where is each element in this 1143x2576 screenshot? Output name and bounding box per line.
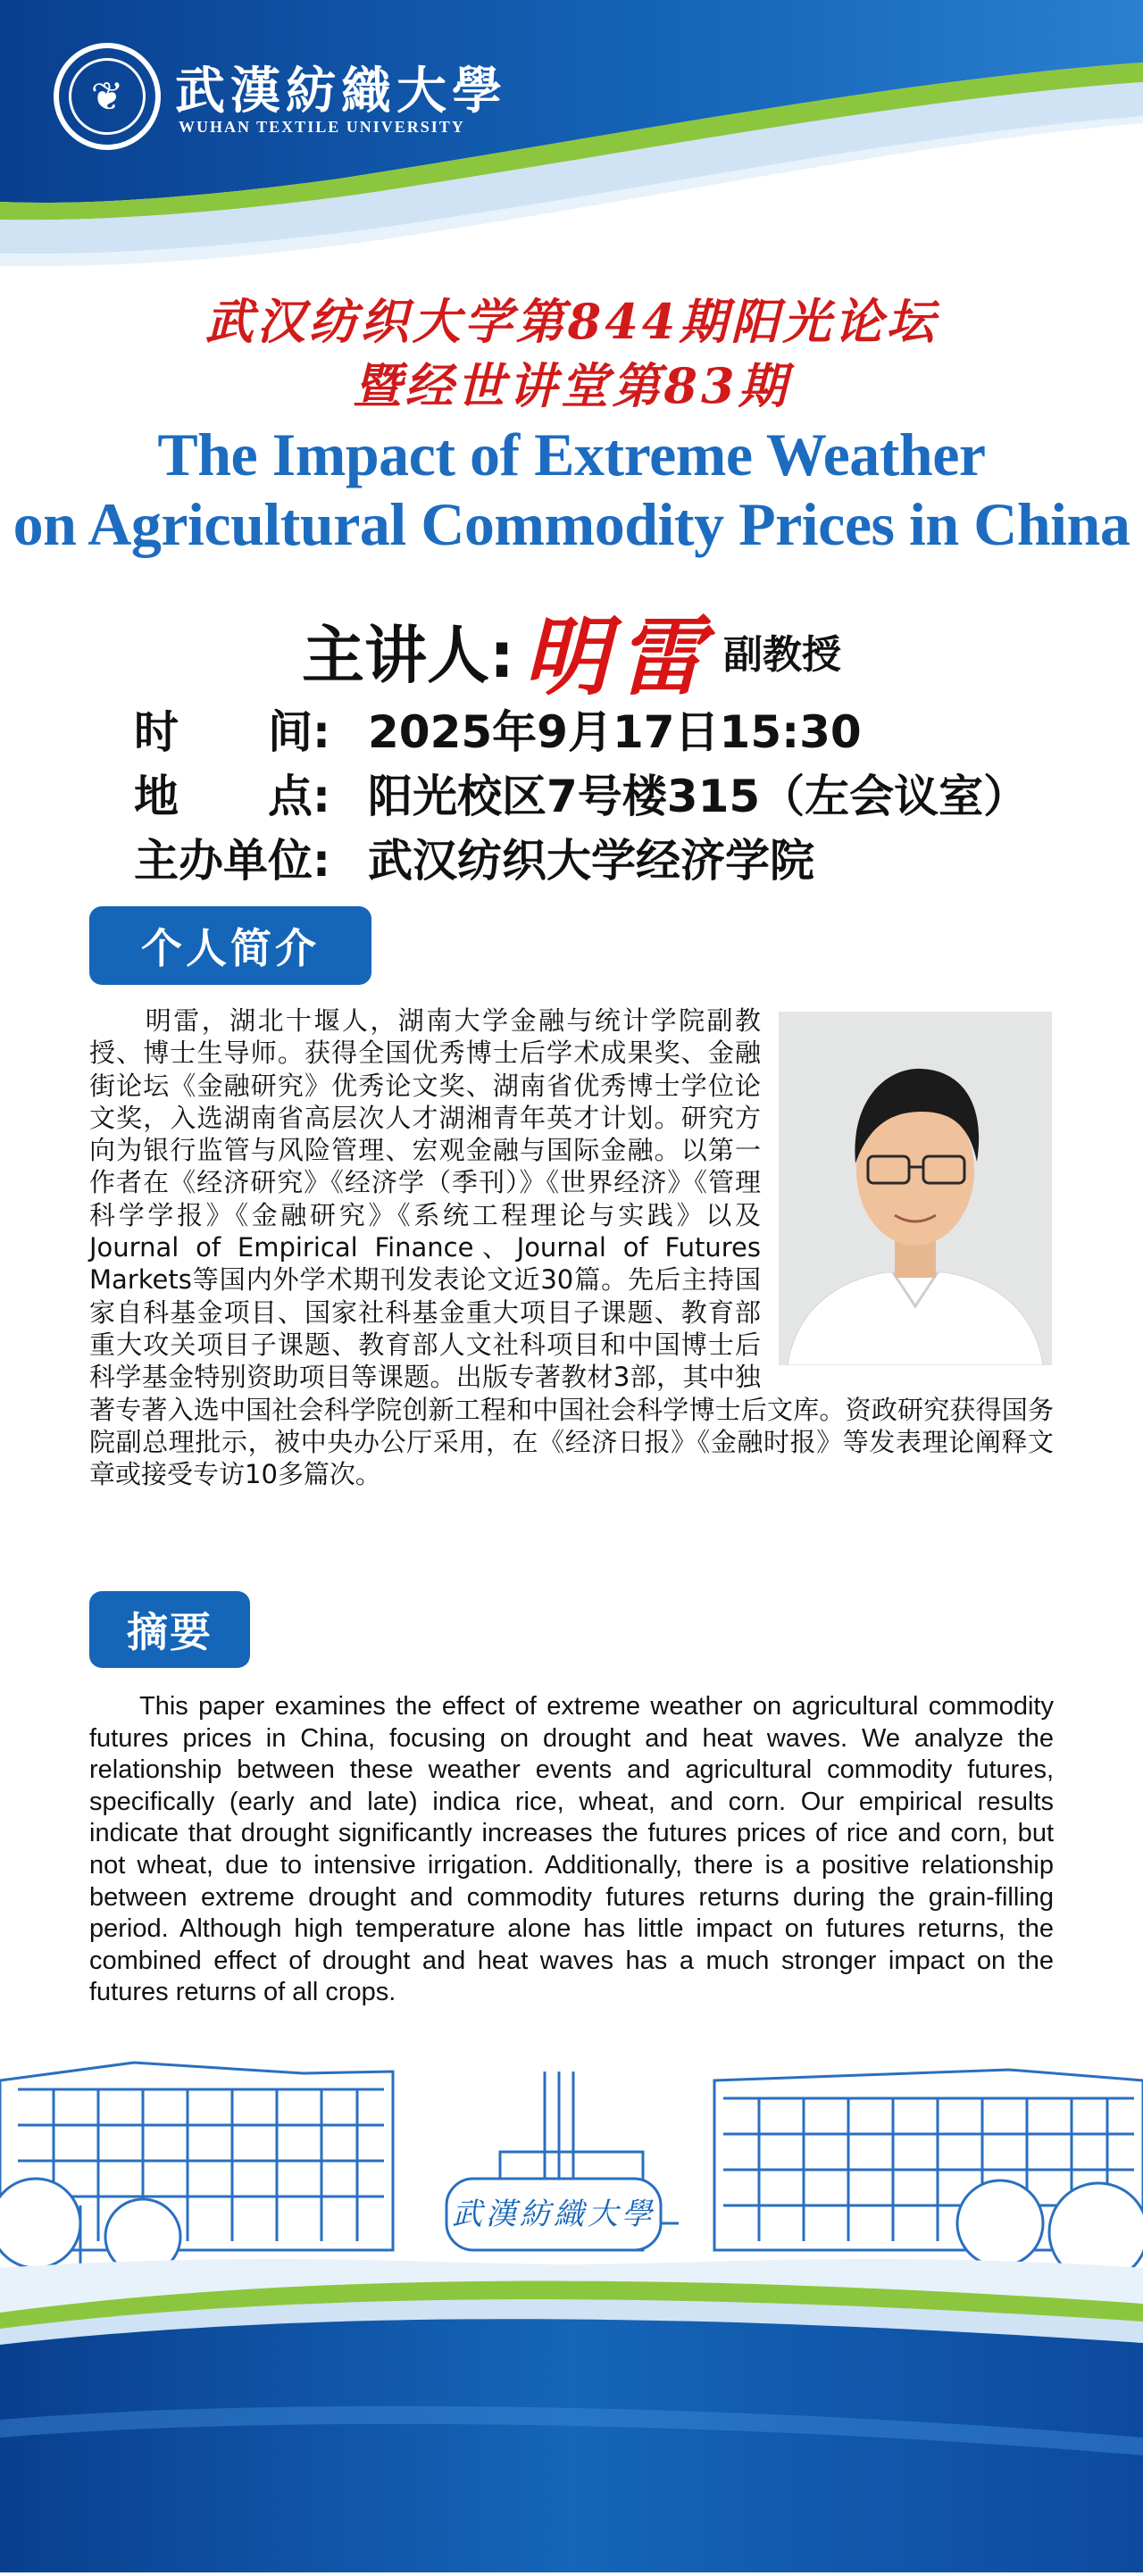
place-value: 阳光校区7号楼315（左会议室） [368, 771, 1029, 822]
lecture-title-en-line2: on Agricultural Commodity Prices in China [13, 490, 1130, 558]
host-value: 武汉纺织大学经济学院 [368, 835, 814, 887]
campus-illustration [0, 2045, 1143, 2572]
university-logo [54, 43, 161, 150]
speaker-title: 副教授 [723, 631, 841, 678]
speaker-line [0, 589, 1143, 712]
host-label: 主办单位: [134, 835, 330, 887]
bio-text: 明雷，湖北十堰人，湖南大学金融与统计学院副教授、博士生导师。获得全国优秀博士后学术成果奖、金融街论坛《金融研究》优秀论文奖、湖南省优秀博士学位论文奖，入选湖南省高层次人才湖湘青年英才计划。研究方向为银行监管与风险管理、宏观金融与国际金融。以第一作者在《经济研究》《经济学（季刊）》《世界经济》《管理科学学报》《金融研究》《系统工程理论与实践》以及Journal of Empirical Finance、Journal of Futures Markets等国内外学术期刊发表论文近30篇。先后主持国家自科基金项目、国家社科基金重大项目子课题、教育部重大攻关项目子课题、教育部人文社科项目和中国博士后科学基金特别资助项目等课题。出版专著教材3部，其中独著专著入选中国社会科学院创新工程和中国社会科学博士后文库。资政研究获得国务院副总理批示，被中央办公厅采用，在《经济日报》《金融时报》等发表理论阐释文章或接受专访10多篇次。 [89, 1005, 1054, 1490]
time-value: 2025年9月17日15:30 [368, 706, 862, 758]
forum-title-line1: 武汉纺织大学第844期阳光论坛 [204, 293, 939, 350]
time-row [134, 696, 862, 761]
campus-buildings-icon [0, 2045, 1143, 2572]
bio-paragraph [89, 1005, 1054, 1490]
abstract-paragraph [89, 1691, 1054, 2009]
forum-title-line2: 暨经世讲堂第83期 [353, 357, 790, 414]
time-label: 时 间: [134, 706, 330, 758]
speaker-name: 明雷 [523, 606, 713, 707]
place-row [134, 761, 1028, 825]
university-name-en: WUHAN TEXTILE UNIVERSITY [179, 118, 465, 136]
campus-stone-text: 武漢紡織大學 [452, 2197, 655, 2232]
university-name-cn: 武漢紡織大學 [175, 62, 507, 121]
abstract-heading: 摘要 [89, 1591, 250, 1668]
place-label: 地 点: [134, 771, 330, 822]
bio-heading: 个人简介 [89, 906, 371, 985]
abstract-text: This paper examines the effect of extreme weather on agricultural commodity futures prices in China, focusing on drought and heat waves. We analyze the relationship between these weather events and agricultural commodity futures, specifically (early and late) indica rice, wheat, and corn. Our empirical results indicate that drought significantly increases the futures prices of rice and corn, but not wheat, due to intensive irrigation. Additionally, there is a positive relationship between extreme drought and commodity futures returns during the grain-filling period. Although high temperature alone has little impact on futures returns, the combined effect of drought and heat waves has a much stronger impact on the futures returns of all crops. [89, 1692, 1054, 2007]
lecture-title-en-line1: The Impact of Extreme Weather [157, 421, 986, 488]
header-waves [0, 0, 1143, 268]
logo-emblem-icon: ❦ [69, 58, 146, 135]
header-banner [0, 0, 1143, 268]
host-row [134, 825, 814, 889]
photo-spacer [777, 1010, 1054, 1367]
speaker-label: 主讲人: [302, 619, 514, 692]
